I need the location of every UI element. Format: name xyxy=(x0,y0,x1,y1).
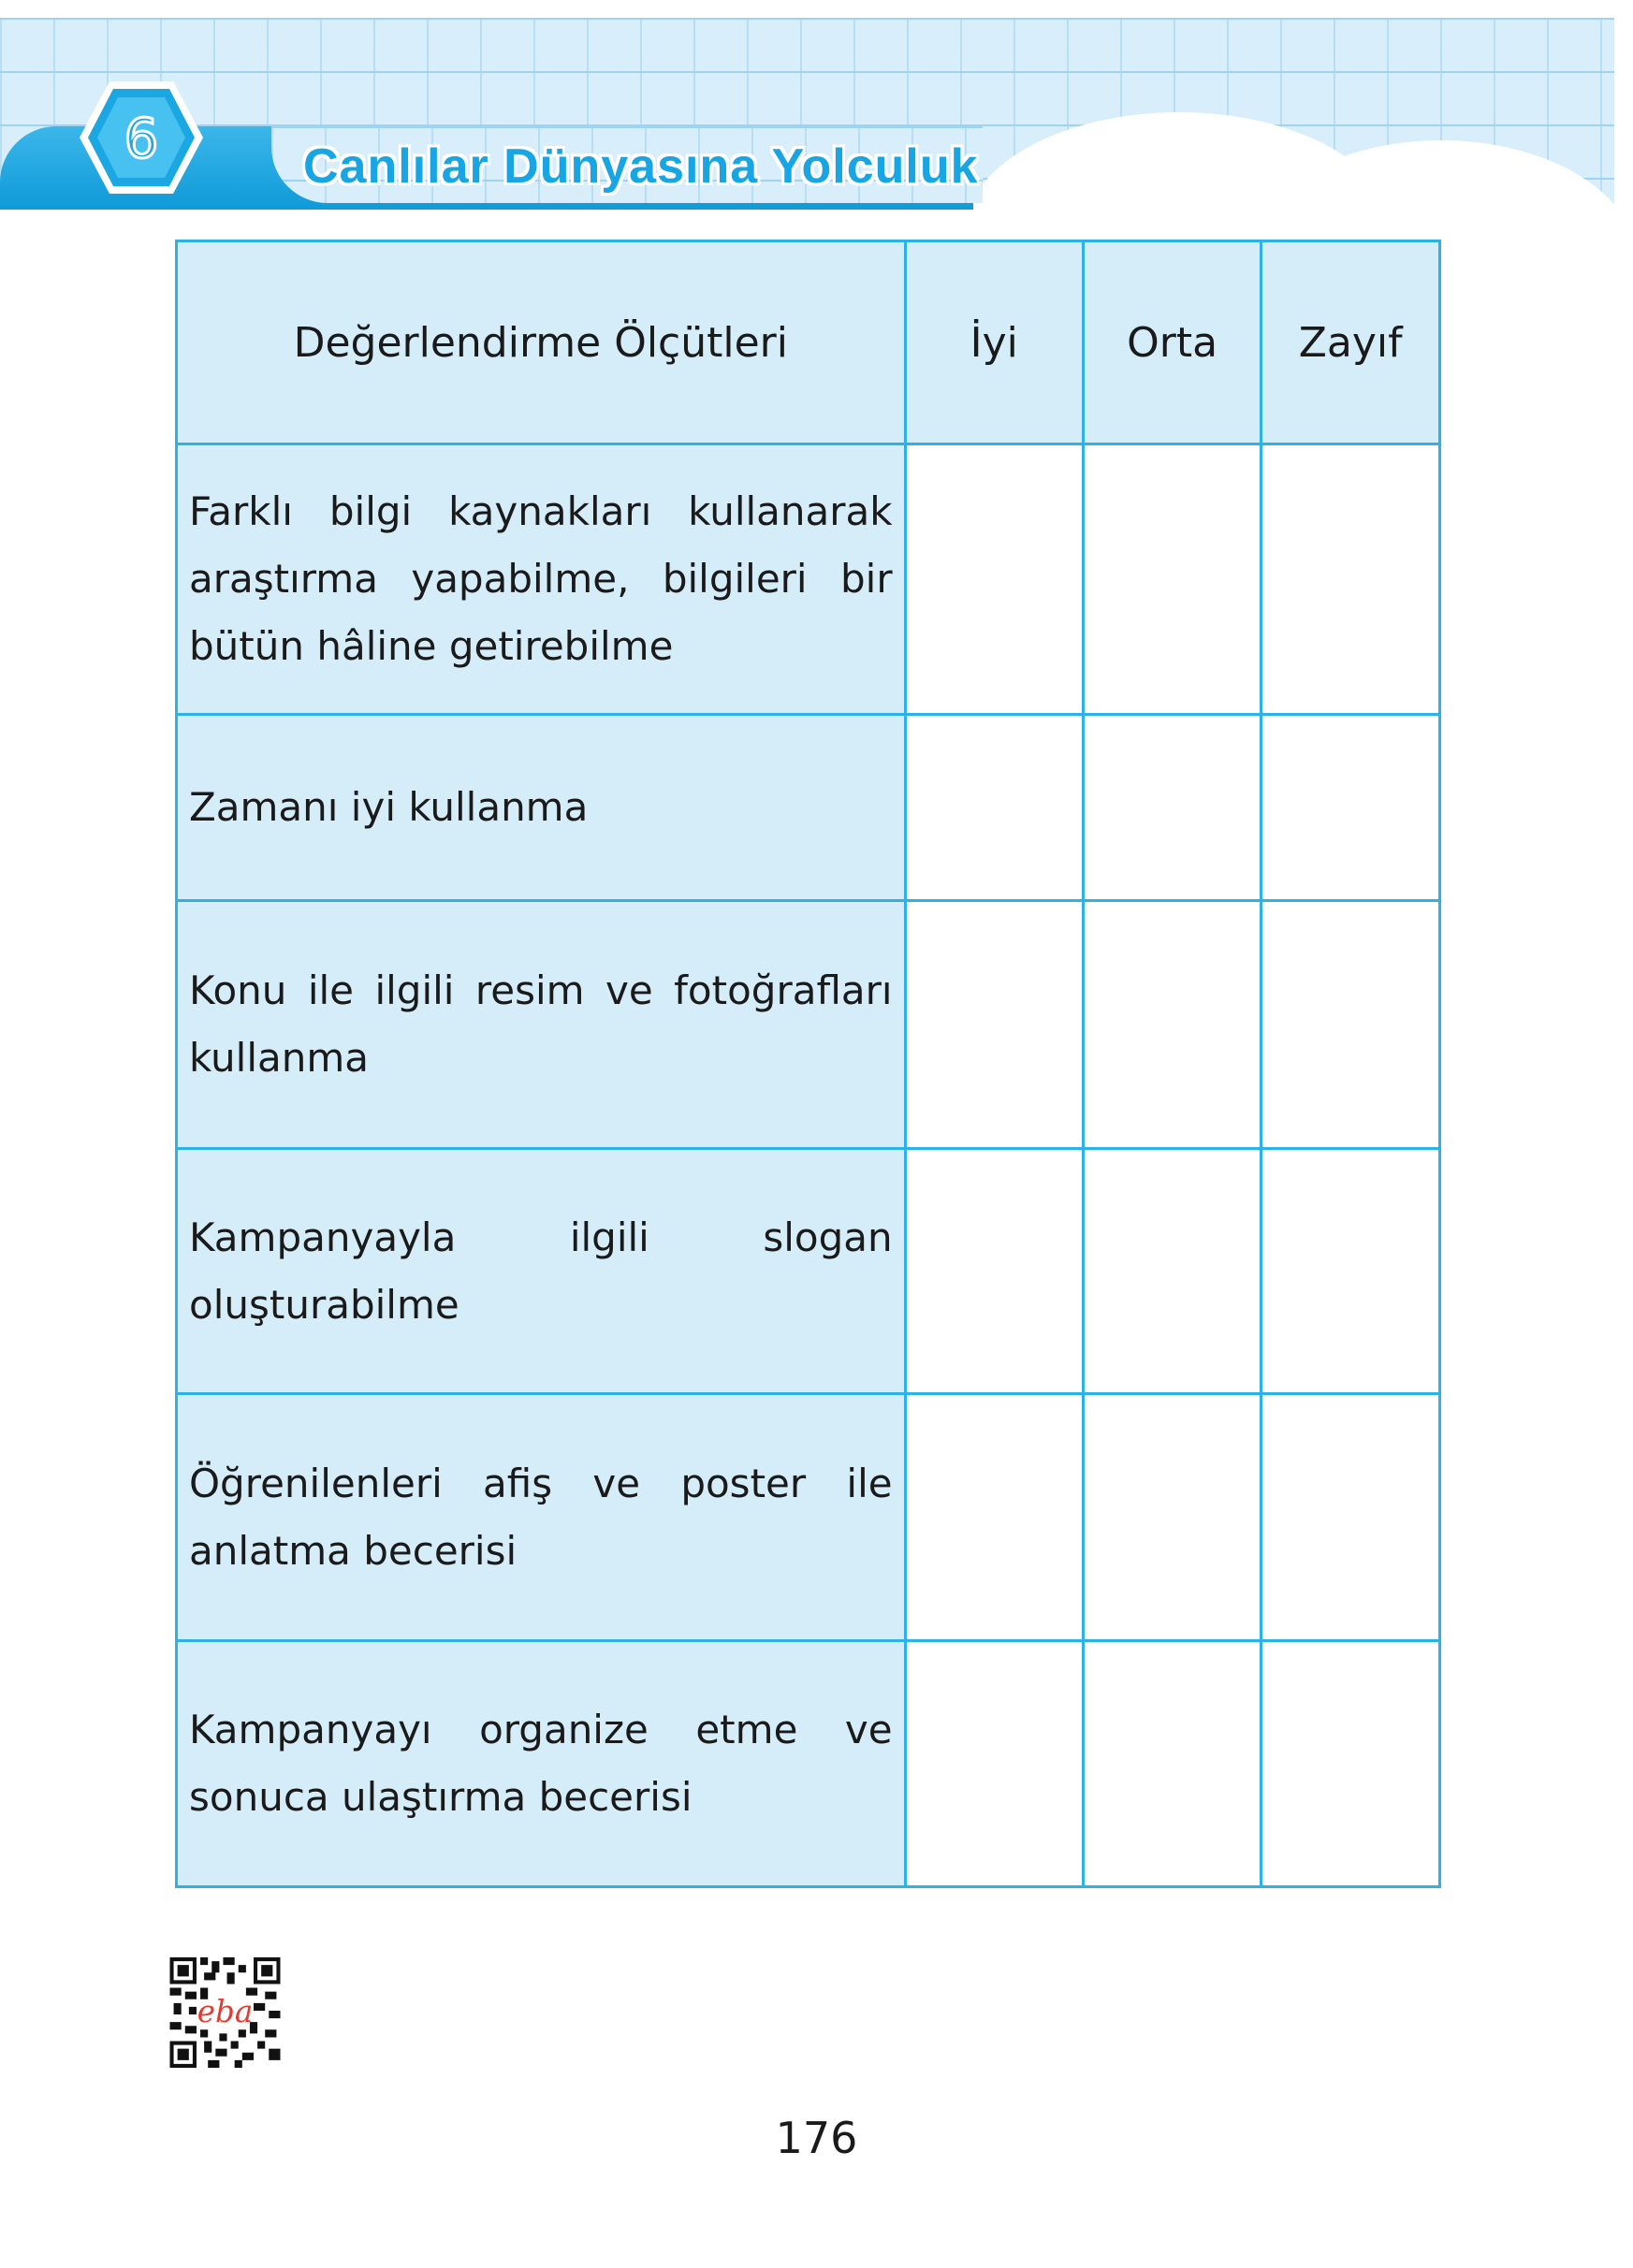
header-criteria: Değerlendirme Ölçütleri xyxy=(177,241,906,444)
good-cell[interactable] xyxy=(905,1394,1083,1641)
header-good: İyi xyxy=(905,241,1083,444)
table-row xyxy=(177,715,1440,901)
good-cell[interactable] xyxy=(905,901,1083,1149)
chapter-number: 6 xyxy=(124,107,159,170)
eba-logo: eba xyxy=(197,1994,254,2030)
medium-cell[interactable] xyxy=(1083,715,1261,901)
evaluation-table xyxy=(175,240,1441,1888)
chapter-hexagon-badge xyxy=(77,79,206,196)
table-row xyxy=(177,1394,1440,1641)
good-cell[interactable] xyxy=(905,1149,1083,1394)
criteria-cell: Öğrenilenleri afiş ve poster ile anlatma becerisi xyxy=(177,1394,906,1641)
good-cell[interactable] xyxy=(905,715,1083,901)
criteria-cell: Kampanyayı organize etme ve sonuca ulaştırma becerisi xyxy=(177,1641,906,1887)
medium-cell[interactable] xyxy=(1083,901,1261,1149)
weak-cell[interactable] xyxy=(1261,1641,1440,1887)
good-cell[interactable] xyxy=(905,444,1083,715)
table-row xyxy=(177,1149,1440,1394)
medium-cell[interactable] xyxy=(1083,1394,1261,1641)
table-row xyxy=(177,444,1440,715)
criteria-cell: Kampanyayla ilgili slogan oluşturabilme xyxy=(177,1149,906,1394)
medium-cell[interactable] xyxy=(1083,444,1261,715)
criteria-cell: Konu ile ilgili resim ve fotoğrafları kullanma xyxy=(177,901,906,1149)
weak-cell[interactable] xyxy=(1261,715,1440,901)
medium-cell[interactable] xyxy=(1083,1641,1261,1887)
chapter-title: Canlılar Dünyasına Yolculuk xyxy=(303,139,979,194)
table-header-row xyxy=(177,241,1440,444)
criteria-cell: Farklı bilgi kaynakları kullanarak araştırma yapabilme, bilgileri bir bütün hâline getirebilme xyxy=(177,444,906,715)
weak-cell[interactable] xyxy=(1261,1149,1440,1394)
weak-cell[interactable] xyxy=(1261,1394,1440,1641)
eba-qr-code[interactable] xyxy=(169,1957,281,2068)
table-row xyxy=(177,901,1440,1149)
weak-cell[interactable] xyxy=(1261,444,1440,715)
good-cell[interactable] xyxy=(905,1641,1083,1887)
page-number: 176 xyxy=(775,2113,858,2163)
criteria-cell: Zamanı iyi kullanma xyxy=(177,715,906,901)
table-row xyxy=(177,1641,1440,1887)
header-medium: Orta xyxy=(1083,241,1261,444)
medium-cell[interactable] xyxy=(1083,1149,1261,1394)
header-weak: Zayıf xyxy=(1261,241,1440,444)
weak-cell[interactable] xyxy=(1261,901,1440,1149)
